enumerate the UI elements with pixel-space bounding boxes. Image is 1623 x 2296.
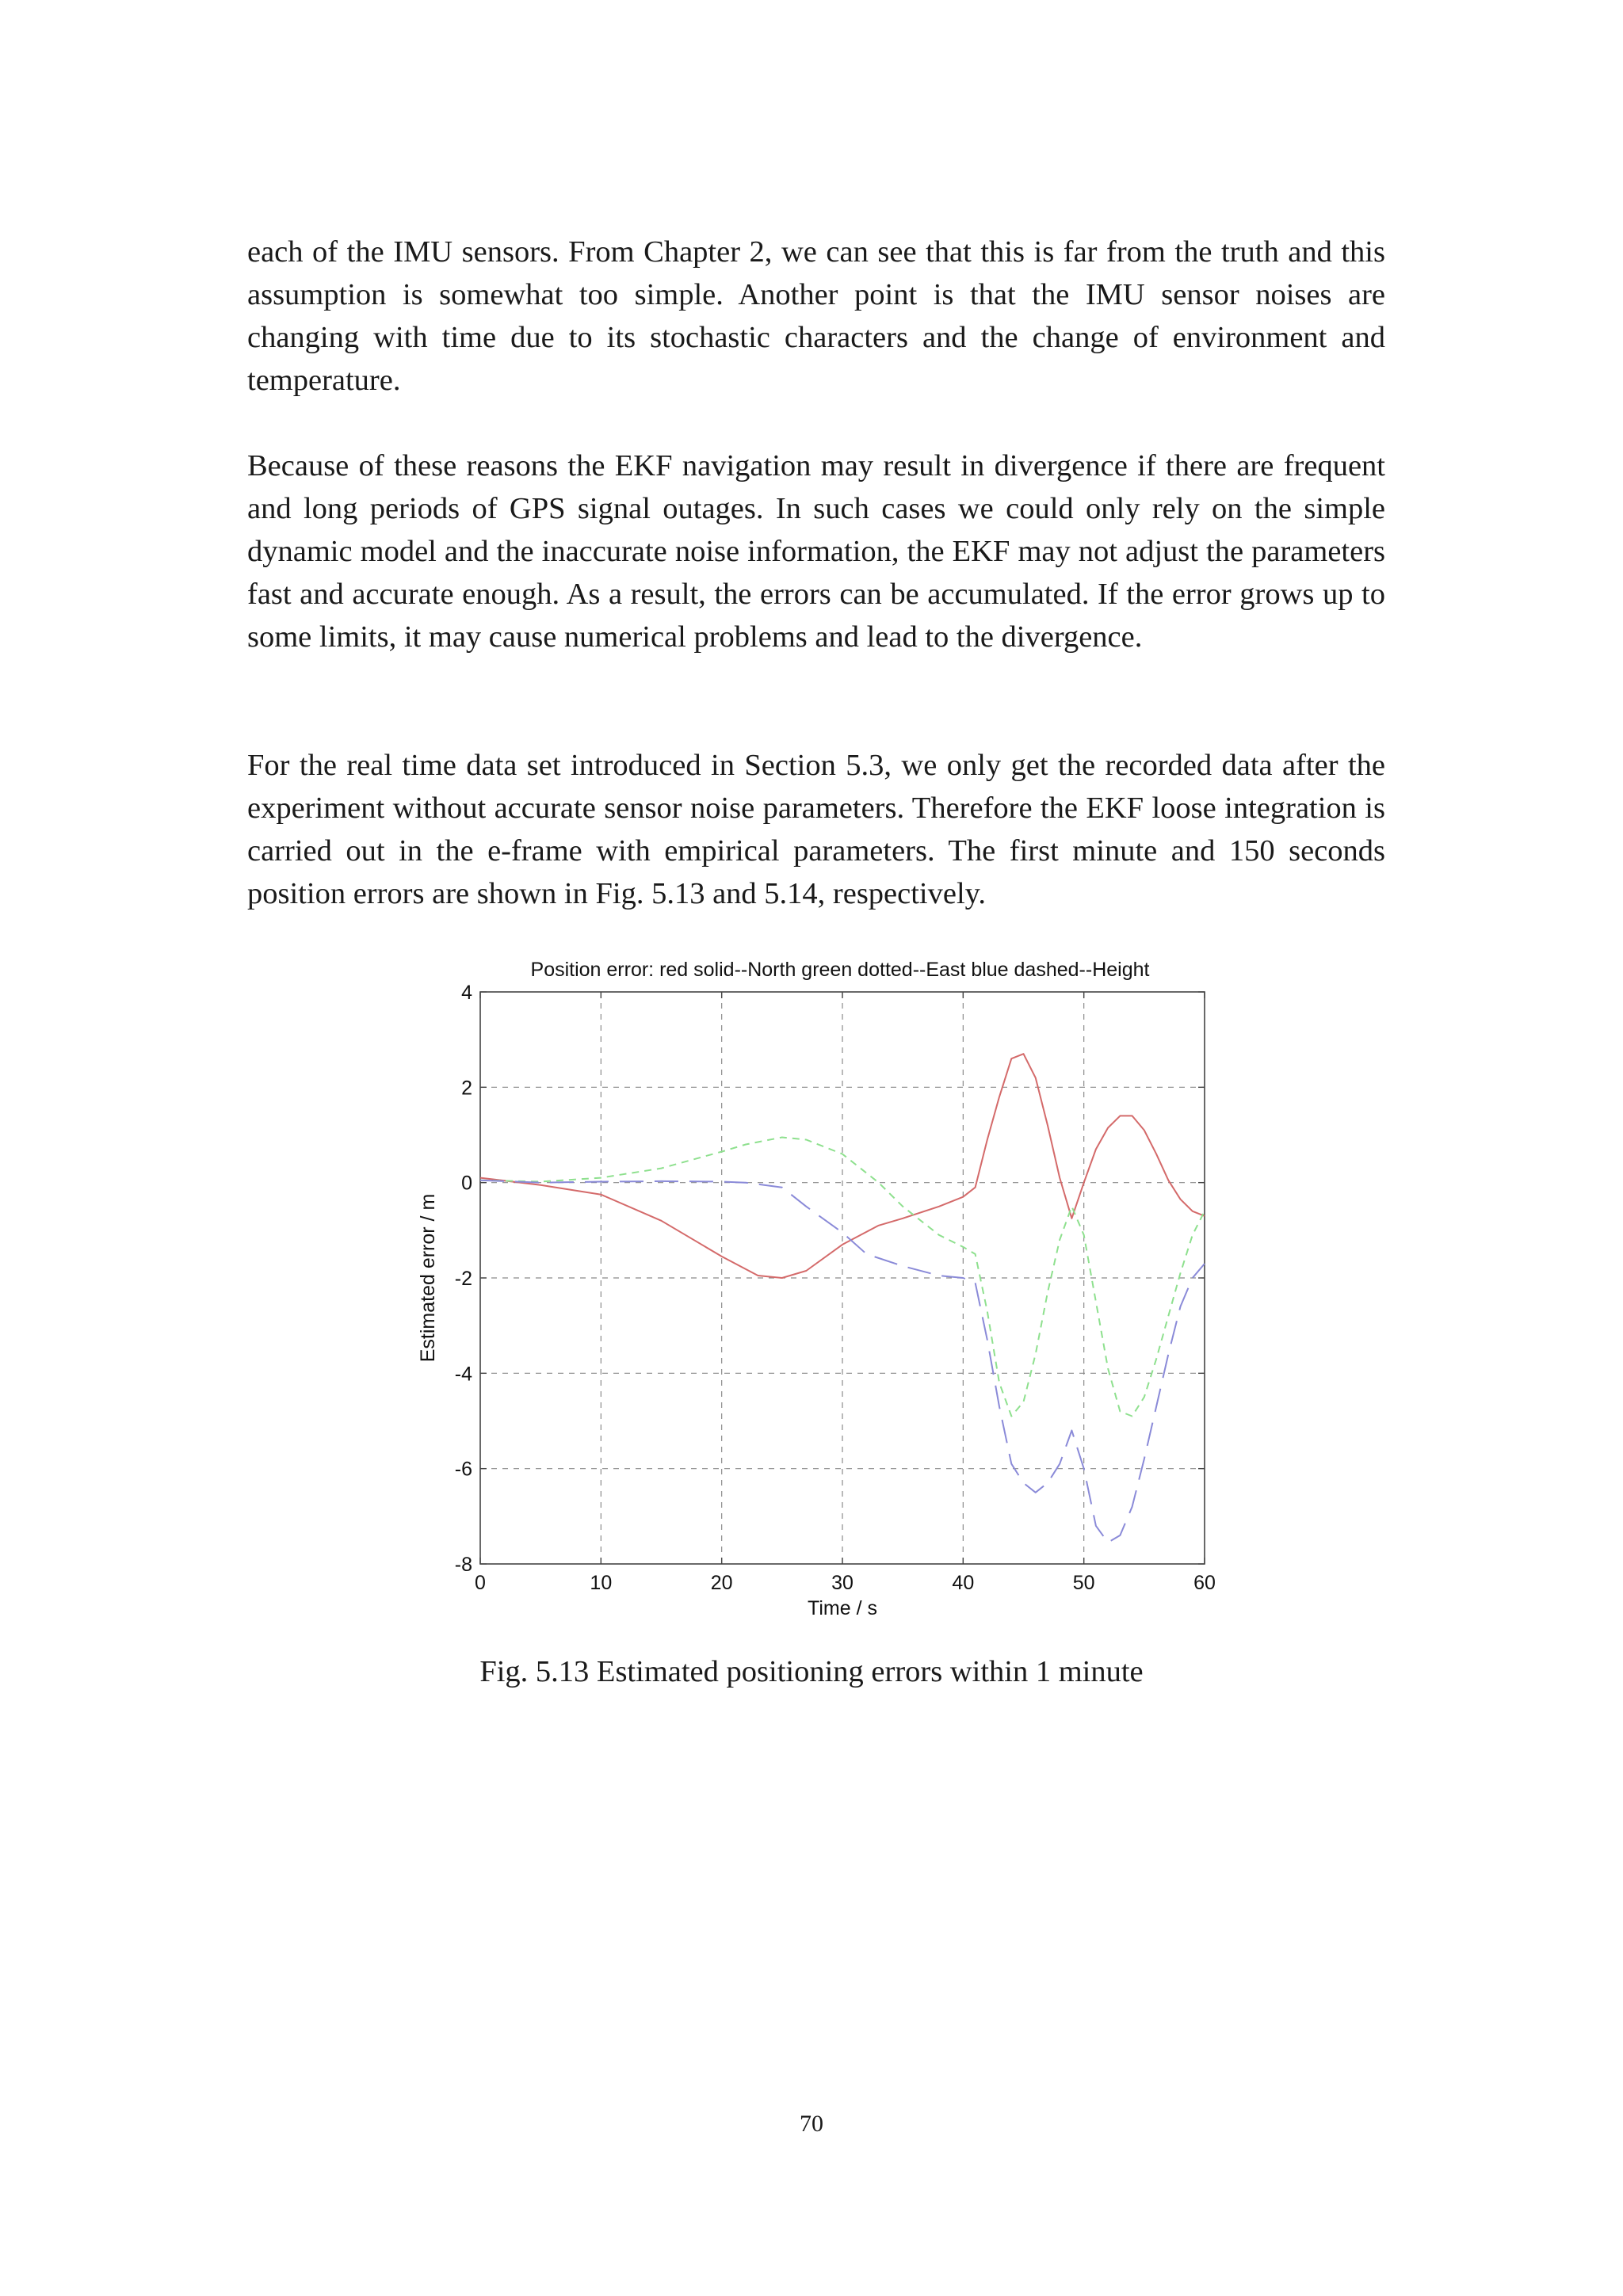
chart-title: Position error: red solid--North green dotted--East blue dashed--Height xyxy=(530,959,1150,981)
y-tick-label: 0 xyxy=(461,1172,472,1195)
paragraph-3: For the real time data set introduced in Section 5.3, we only get the recorded data after the experiment without accurate sensor noise parameters. Therefore the EKF loose integration is carried out in the e-frame with empirical parameters. The first minute and 150 seconds position errors are shown in Fig. 5.13 and 5.14, respectively. xyxy=(247,748,1385,910)
x-tick-label: 20 xyxy=(710,1572,733,1594)
figure-5-13 xyxy=(396,943,1252,1640)
figure-caption: Fig. 5.13 Estimated positioning errors within 1 minute xyxy=(479,1655,1144,1688)
paragraph-2: Because of these reasons the EKF navigation may result in divergence if there are frequent and long periods of GPS signal outages. In such cases we could only rely on the simple dynamic model and the inaccurate noise information, the EKF may not adjust the parameters fast and accurate enough. As a result, the errors can be accumulated. If the error grows up to some limits, it may cause numerical problems and lead to the divergence. xyxy=(247,448,1385,654)
y-axis-label: Estimated error / m xyxy=(417,1193,439,1363)
x-tick-label: 10 xyxy=(590,1572,613,1594)
x-tick-label: 60 xyxy=(1193,1572,1216,1594)
page-number: 70 xyxy=(800,2111,823,2137)
x-tick-label: 0 xyxy=(475,1572,486,1594)
x-tick-label: 40 xyxy=(952,1572,975,1594)
y-tick-label: -8 xyxy=(454,1554,472,1576)
position-error-chart xyxy=(396,943,1252,1640)
x-tick-label: 30 xyxy=(831,1572,854,1594)
x-tick-label: 50 xyxy=(1072,1572,1095,1594)
paragraph-1: each of the IMU sensors. From Chapter 2, we can see that this is far from the truth and this assumption is somewhat too simple. Another point is that the IMU sensor noises are changing with time due to its stochastic characters and the change of environment and temperature. xyxy=(247,235,1385,397)
x-axis-label: Time / s xyxy=(808,1597,877,1619)
y-tick-label: -6 xyxy=(454,1458,472,1481)
y-tick-label: 4 xyxy=(461,982,472,1004)
y-tick-label: -4 xyxy=(454,1363,472,1386)
y-tick-label: 2 xyxy=(461,1077,472,1100)
y-tick-label: -2 xyxy=(454,1268,472,1290)
